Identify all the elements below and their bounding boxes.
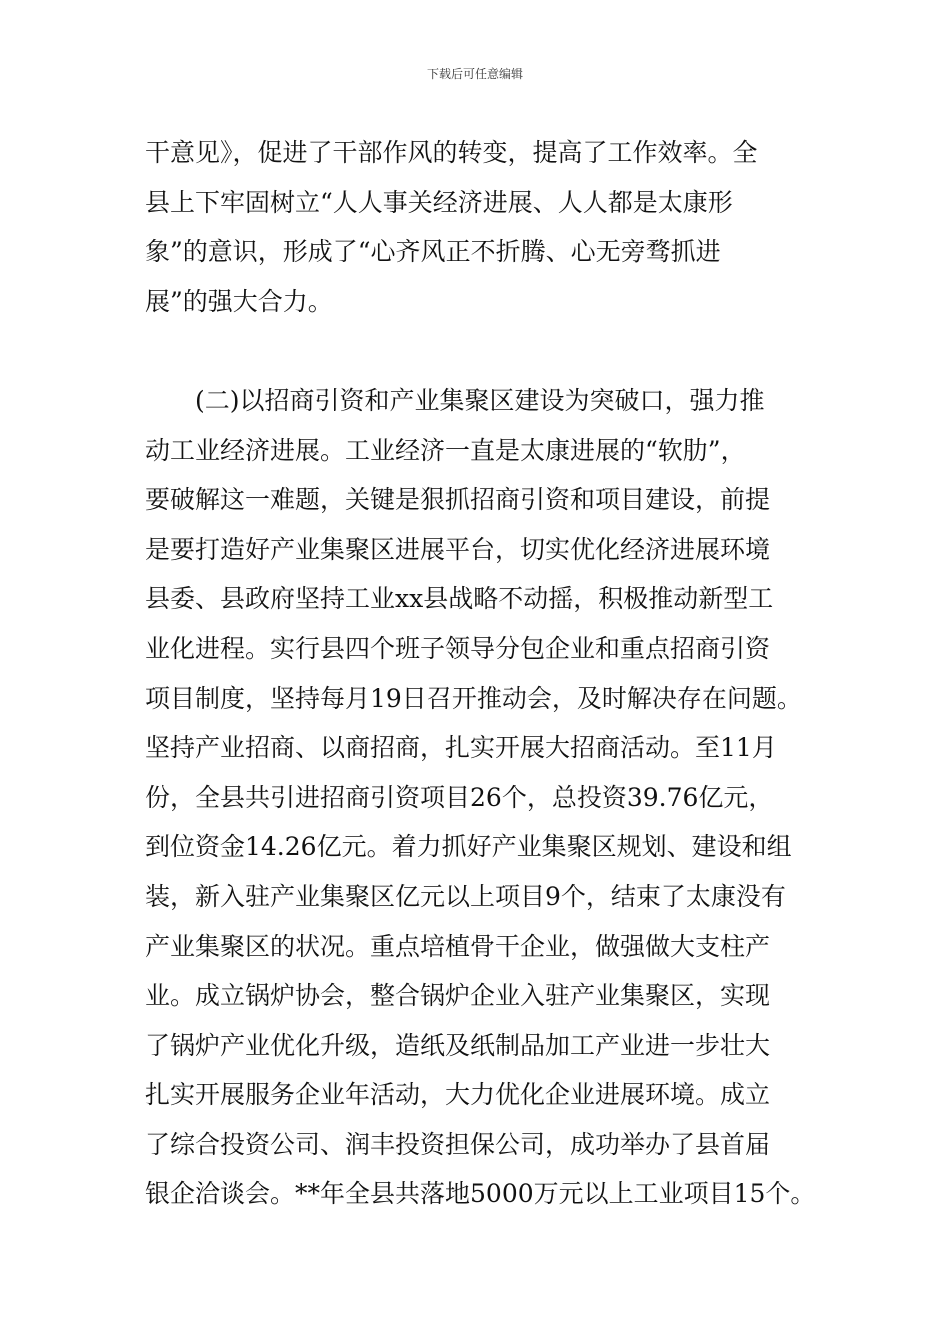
- text-line: 干意见》，促进了干部作风的转变，提高了工作效率。全: [145, 138, 758, 167]
- text-line: 县上下牢固树立“人人事关经济进展、人人都是太康形: [145, 187, 733, 217]
- text-line: 装，新入驻产业集聚区亿元以上项目9个，结束了太康没有: [145, 881, 786, 911]
- text-line: 份，全县共引进招商引资项目26个，总投资39.76亿元，: [145, 782, 774, 812]
- text-line: 要破解这一难题，关键是狠抓招商引资和项目建设，前提: [145, 485, 771, 515]
- text-line: (二)以招商引资和产业集聚区建设为突破口，强力推: [145, 385, 765, 415]
- text-line: 是要打造好产业集聚区进展平台，切实优化经济进展环境: [145, 534, 771, 564]
- text-line: 了综合投资公司、润丰投资担保公司，成功举办了县首届: [145, 1129, 771, 1159]
- paragraph-gap: [145, 326, 835, 376]
- text-line: 了锅炉产业优化升级，造纸及纸制品加工产业进一步壮大: [145, 1030, 771, 1060]
- page-header-note: 下载后可任意编辑: [426, 67, 523, 81]
- text-line: 银企洽谈会。**年全县共落地5000万元以上工业项目15个。: [145, 1179, 816, 1209]
- text-line: 到位资金14.26亿元。着力抓好产业集聚区规划、建设和组: [145, 832, 792, 862]
- text-line: 展”的强大合力。: [145, 286, 333, 316]
- text-line: 产业集聚区的状况。重点培植骨干企业，做强做大支柱产: [145, 931, 771, 961]
- paragraph-2: [145, 376, 835, 1219]
- text-line: 县委、县政府坚持工业xx县战略不动摇，积极推动新型工: [145, 584, 774, 614]
- text-line: 象”的意识，形成了“心齐风正不折腾、心无旁骛抓进: [145, 237, 721, 267]
- text-line: 动工业经济进展。工业经济一直是太康进展的“软肋”，: [145, 435, 746, 465]
- text-line: 业。成立锅炉协会，整合锅炉企业入驻产业集聚区，实现: [145, 981, 771, 1011]
- text-line: 扎实开展服务企业年活动，大力优化企业进展环境。成立: [145, 1080, 771, 1110]
- text-line: 坚持产业招商、以商招商，扎实开展大招商活动。至11月: [145, 733, 777, 763]
- text-line: 项目制度，坚持每月19日召开推动会，及时解决存在问题。: [145, 683, 802, 713]
- text-line: 业化进程。实行县四个班子领导分包企业和重点招商引资: [145, 633, 771, 663]
- paragraph-1: [145, 128, 835, 326]
- document-body: [145, 128, 835, 1219]
